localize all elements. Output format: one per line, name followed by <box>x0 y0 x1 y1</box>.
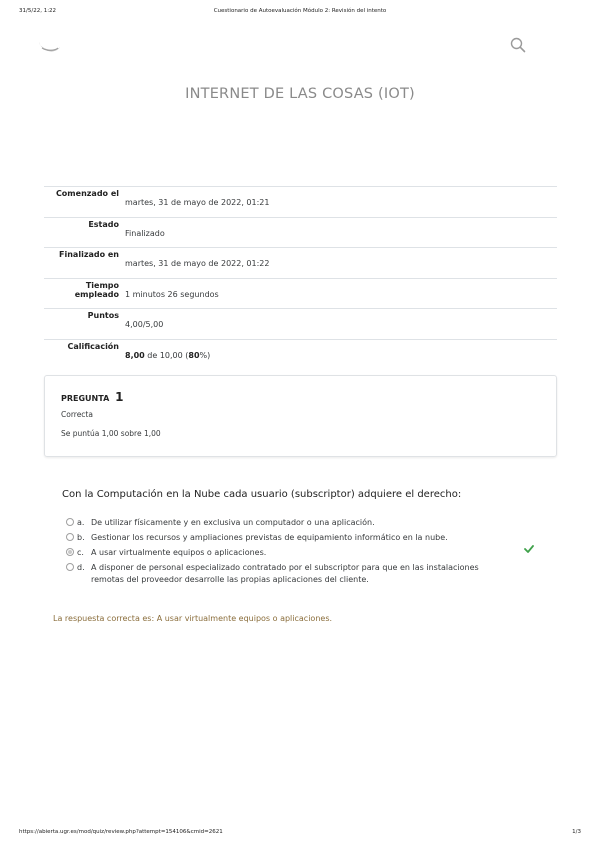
question-label: PREGUNTA <box>61 394 110 403</box>
print-date: 31/5/22, 1:22 <box>19 8 57 14</box>
question-state: Correcta <box>61 410 93 419</box>
grade-score: 8,00 <box>125 350 145 360</box>
attempt-summary-table <box>44 186 557 369</box>
summary-label: Finalizado en <box>59 250 119 259</box>
summary-label: Estado <box>88 219 119 229</box>
radio-button-selected[interactable] <box>66 548 74 556</box>
answer-option-c[interactable] <box>66 547 506 559</box>
summary-value: Finalizado <box>125 228 165 238</box>
option-letter: a. <box>77 518 85 527</box>
answer-options <box>66 517 506 589</box>
answer-option-d[interactable] <box>66 562 506 586</box>
check-icon <box>524 545 534 553</box>
summary-row-time <box>44 279 557 310</box>
question-number: 1 <box>115 390 124 404</box>
radio-button[interactable] <box>66 518 74 526</box>
summary-value: martes, 31 de mayo de 2022, 01:21 <box>125 198 270 207</box>
summary-row-state <box>44 218 557 249</box>
option-text: Gestionar los recursos y ampliaciones previstas de equipamiento informático en la nube. <box>91 533 448 542</box>
option-text: A disponer de personal especializado contratado por el subscriptor para que en las instalaciones remotas del proveedor desarrolle las propias aplicaciones del cliente. <box>91 563 479 584</box>
summary-value: martes, 31 de mayo de 2022, 01:22 <box>125 259 270 268</box>
summary-row-grade <box>44 340 557 370</box>
option-text: A usar virtualmente equipos o aplicaciones. <box>91 548 267 557</box>
summary-label: Calificación <box>67 341 119 351</box>
page-title: INTERNET DE LAS COSAS (IOT) <box>185 86 415 102</box>
answer-option-b[interactable] <box>66 532 506 544</box>
summary-value <box>125 351 210 360</box>
option-letter: d. <box>77 563 85 572</box>
question-heading <box>61 390 123 404</box>
summary-value: 1 minutos 26 segundos <box>125 289 219 299</box>
question-info-card <box>44 375 557 457</box>
radio-button[interactable] <box>66 533 74 541</box>
grade-percent: 80 <box>188 350 200 360</box>
print-page-number: 1/3 <box>572 829 581 835</box>
option-letter: c. <box>77 548 84 557</box>
grade-suffix: %) <box>199 350 211 360</box>
option-text: De utilizar físicamente y en exclusiva un computador o una aplicación. <box>91 518 375 527</box>
summary-label: Comenzado el <box>55 189 119 198</box>
summary-label: Puntos <box>87 311 119 320</box>
summary-label: Tiempo empleado <box>74 280 119 299</box>
radio-button[interactable] <box>66 563 74 571</box>
search-icon[interactable] <box>510 37 526 53</box>
summary-row-started <box>44 187 557 218</box>
summary-value: 4,00/5,00 <box>125 320 164 329</box>
summary-row-points <box>44 309 557 340</box>
logo-icon[interactable] <box>36 38 62 56</box>
grade-of: de 10,00 ( <box>144 350 189 360</box>
question-text: Con la Computación en la Nube cada usuario (subscriptor) adquiere el derecho: <box>62 489 462 500</box>
print-url: https://abierta.ugr.es/mod/quiz/review.php?attempt=154106&cmid=2621 <box>19 829 223 835</box>
option-letter: b. <box>77 533 85 542</box>
question-grade: Se puntúa 1,00 sobre 1,00 <box>61 429 161 438</box>
print-document-title: Cuestionario de Autoevaluación Módulo 2: Revisión del intento <box>213 8 387 14</box>
correct-answer-feedback: La respuesta correcta es: A usar virtualmente equipos o aplicaciones. <box>53 614 333 623</box>
answer-option-a[interactable] <box>66 517 506 529</box>
summary-row-finished <box>44 248 557 279</box>
